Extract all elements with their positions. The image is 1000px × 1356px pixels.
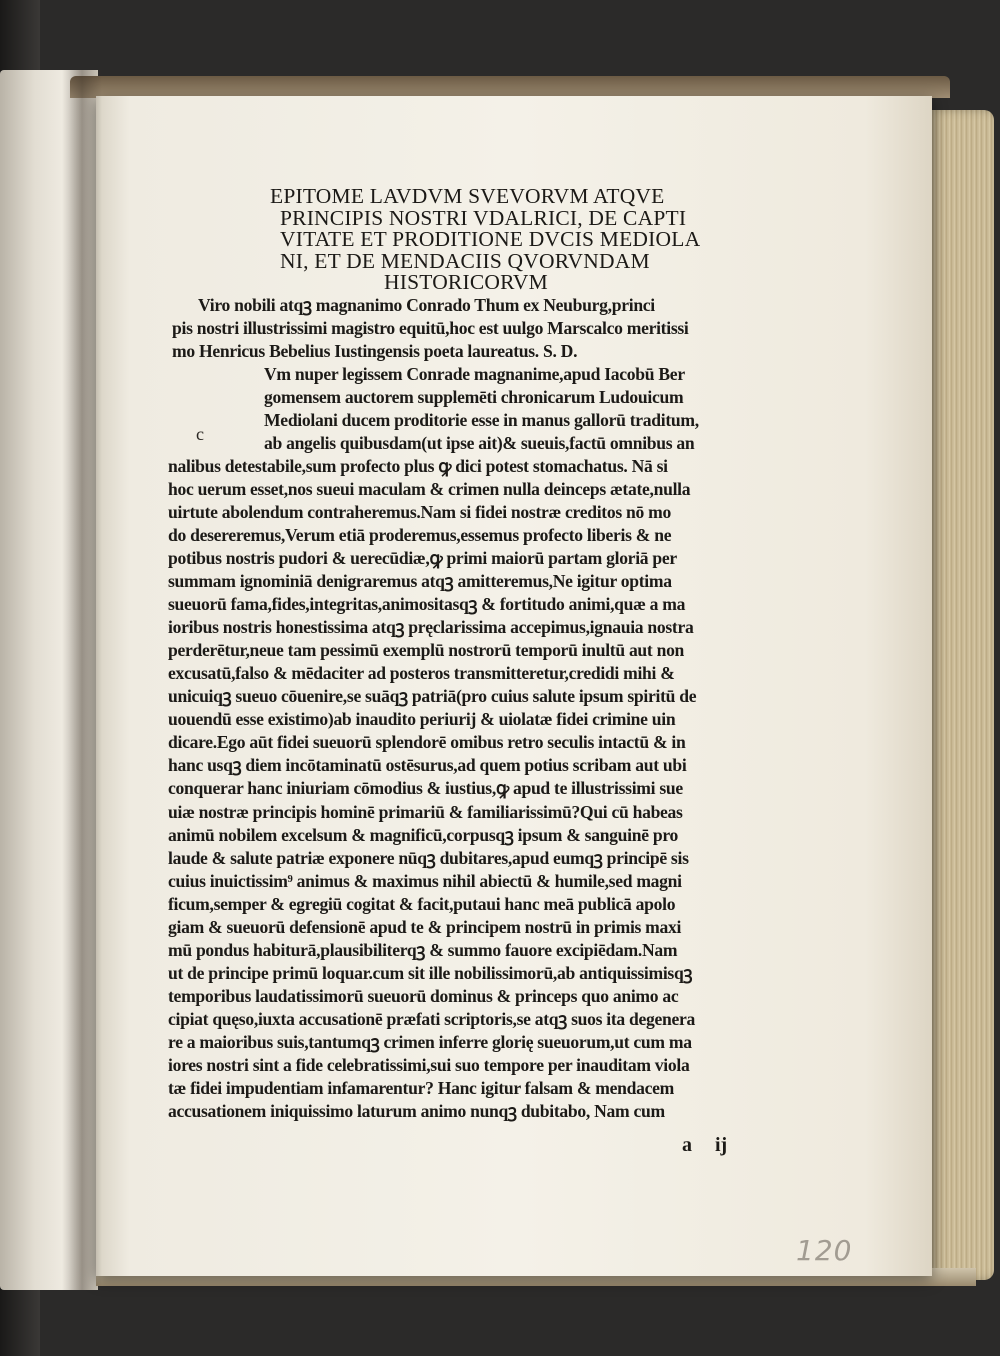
body-line: excusatū,falso & mēdaciter ad posteros transmitteretur,credidi mihi & [168,663,675,684]
body-line: ioribus nostris honestissima atqꝫ pręclarissima accepimus,ignauia nostra [168,617,694,638]
body-line: animū nobilem excelsum & magnificū,corpusqꝫ ipsum & sanguinē pro [168,824,679,845]
page-text [160,186,800,1123]
body-text [160,363,800,1124]
body-line: unicuiqꝫ sueuo cōuenire,se suāqꝫ patriā(pro cuius salute ipsum spiritū de [168,686,697,707]
book-fore-edge [928,110,994,1280]
book-top-edge [70,76,950,98]
body-line: ficum,semper & egregiū cogitat & facit,putaui hanc meā publicā apolo [168,893,676,914]
title-line: VITATE ET PRODITIONE DVCIS MEDIOLA [280,227,701,251]
address-line: Viro nobili atqꝫ magnanimo Conrado Thum ex Neuburg,princi [198,294,655,315]
folio-number: 120 [796,1234,853,1267]
body-line: gomensem auctorem supplemēti chronicarum Ludouicum [264,386,684,407]
body-line: giam & sueuorū defensionē apud te & principem nostrū in primis maxi [168,916,682,937]
body-line: mū pondus habiturā,plausibiliterqꝫ & summo fauore excipiēdam.Nam [168,939,678,960]
book-gutter [62,70,102,1290]
margin-note: c [196,424,204,444]
body-line: hanc usqꝫ diem incōtaminatū ostēsurus,ad quem potius scribam aut ubi [168,755,687,776]
body-line: laude & salute patriæ exponere nūqꝫ dubitares,apud eumqꝫ principē sis [168,847,689,868]
title-line: NI, ET DE MENDACIIS QVORVNDAM [280,248,650,273]
body-line: ut de principe primū loquar.cum sit ille nobilissimorū,ab antiquissimisqꝫ [168,962,693,983]
body-line: iores nostri sint a fide celebratissimi,sui suo tempore per inauditam viola [168,1055,690,1076]
body-line: dicare.Ego aūt fidei sueuorū splendorē omibus retro seculis intactū & in [168,732,686,753]
title-line: PRINCIPIS NOSTRI VDALRICI, DE CAPTI [280,205,687,230]
body-line: summam ignominiā denigraremus atqꝫ amitteremus,Ne igitur optima [168,571,672,592]
body-line: uirtute abolendum contraheremus.Nam si fidei nostræ creditos nō mo [168,501,671,522]
signature-mark: a ij [682,1134,728,1156]
body-line: nalibus detestabile,sum profecto plus ꝙ dici potest stomachatus. Nā si [168,455,668,476]
body-line: re a maioribus suis,tantumqꝫ crimen inferre glorię sueuorum,ut cum ma [168,1032,692,1052]
body-line: tæ fidei impudentiam infamarentur? Hanc igitur falsam & mendacem [168,1078,674,1099]
body-line: accusationem iniquissimo laturum animo nunqꝫ dubitabo, Nam cum [168,1101,665,1122]
title-line: HISTORICORVM [384,270,548,294]
address-line: pis nostri illustrissimi magistro equitū,hoc est uulgo Marscalco meritissi [172,317,689,338]
body-line: perderētur,neue tam pessimū exemplū nostrorū temporū inultū aut non [168,640,685,661]
body-line: sueuorū fama,fides,integritas,animositasqꝫ & fortitudo animi,quæ a ma [168,594,686,615]
body-line: uouendū esse existimo)ab inaudito periurij & uiolatæ fidei crimine uin [168,709,676,730]
body-line: conquerar hanc iniuriam cōmodius & iustius,ꝙ apud te illustrissimi sue [168,778,683,799]
body-line: temporibus laudatissimorū sueuorū dominus & princeps quo animo ac [168,985,679,1006]
body-line: potibus nostris pudori & uerecūdiæ,ꝙ primi maiorū partam gloriā per [168,548,677,569]
body-line: cipiat quęso,iuxta accusationē præfati scriptoris,se atqꝫ suos ita degenera [168,1008,695,1029]
body-line: cuius inuictissim⁹ animus & maximus nihil abiectū & humile,sed magni [168,870,682,891]
body-line: hoc uerum esset,nos sueui maculam & crimen nulla deinceps ætate,nulla [168,478,691,499]
body-line: do desereremus,Verum etiā proderemus,essemus profecto liberis & ne [168,524,672,545]
dedication-address [160,294,800,363]
title-line: EPITOME LAVDVM SVEVORVM ATQVE [270,184,665,208]
body-line: uiæ nostræ principis hominē primariū & familiarissimū?Qui cū habeas [168,801,683,822]
page-title [160,186,800,294]
body-line: Vm nuper legissem Conrade magnanime,apud Iacobū Ber [264,363,685,384]
address-line: mo Henricus Bebelius Iustingensis poeta laureatus. S. D. [172,340,578,361]
body-line: ab angelis quibusdam(ut ipse ait)& sueuis,factū omnibus an [264,432,695,453]
body-line: Mediolani ducem proditorie esse in manus gallorū traditum, [264,409,699,430]
